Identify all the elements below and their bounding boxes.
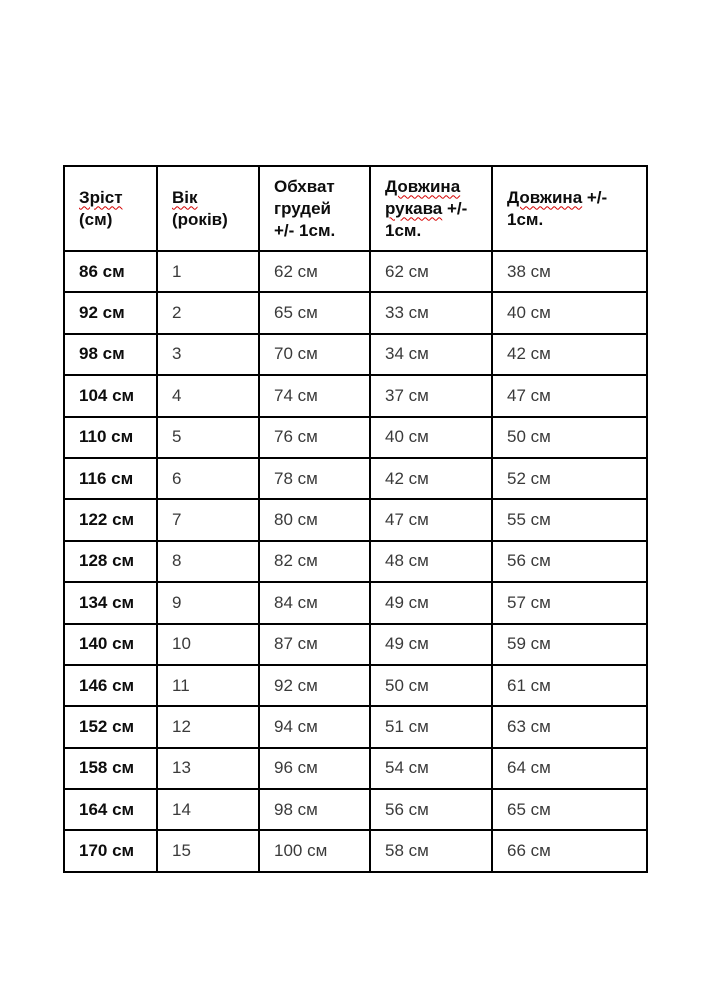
table-row <box>64 417 647 458</box>
cell-sleeve: 54 см <box>370 748 492 789</box>
header-length-tail: +/- <box>582 187 608 207</box>
cell-chest: 74 см <box>259 375 370 416</box>
cell-chest: 92 см <box>259 665 370 706</box>
cell-sleeve: 62 см <box>370 251 492 292</box>
header-chest-line3: +/- 1см. <box>274 220 336 240</box>
cell-age: 7 <box>157 499 259 540</box>
cell-height: 164 см <box>64 789 157 830</box>
table-row <box>64 624 647 665</box>
cell-length: 47 см <box>492 375 647 416</box>
cell-length: 64 см <box>492 748 647 789</box>
cell-sleeve: 51 см <box>370 706 492 747</box>
header-sleeve-word1: Довжина <box>385 176 461 196</box>
cell-sleeve: 49 см <box>370 582 492 623</box>
cell-sleeve: 56 см <box>370 789 492 830</box>
cell-sleeve: 37 см <box>370 375 492 416</box>
cell-sleeve: 50 см <box>370 665 492 706</box>
cell-age: 12 <box>157 706 259 747</box>
cell-sleeve: 34 см <box>370 334 492 375</box>
header-row <box>64 166 647 251</box>
cell-age: 11 <box>157 665 259 706</box>
header-length-word: Довжина <box>507 187 583 207</box>
cell-age: 4 <box>157 375 259 416</box>
header-chest-line1: Обхват <box>274 176 335 196</box>
cell-length: 42 см <box>492 334 647 375</box>
cell-chest: 87 см <box>259 624 370 665</box>
cell-sleeve: 49 см <box>370 624 492 665</box>
cell-sleeve: 40 см <box>370 417 492 458</box>
header-age <box>157 166 259 251</box>
cell-length: 52 см <box>492 458 647 499</box>
header-sleeve-line3: 1см. <box>385 220 422 240</box>
cell-age: 13 <box>157 748 259 789</box>
cell-height: 122 см <box>64 499 157 540</box>
cell-height: 146 см <box>64 665 157 706</box>
cell-sleeve: 33 см <box>370 292 492 333</box>
cell-sleeve: 48 см <box>370 541 492 582</box>
header-chest-line2: грудей <box>274 198 331 218</box>
cell-sleeve: 47 см <box>370 499 492 540</box>
table-row <box>64 665 647 706</box>
cell-sleeve: 58 см <box>370 830 492 871</box>
cell-length: 38 см <box>492 251 647 292</box>
cell-age: 10 <box>157 624 259 665</box>
cell-height: 86 см <box>64 251 157 292</box>
cell-length: 63 см <box>492 706 647 747</box>
cell-length: 40 см <box>492 292 647 333</box>
cell-height: 158 см <box>64 748 157 789</box>
cell-age: 8 <box>157 541 259 582</box>
cell-length: 65 см <box>492 789 647 830</box>
cell-chest: 84 см <box>259 582 370 623</box>
table-body <box>64 251 647 872</box>
cell-height: 98 см <box>64 334 157 375</box>
header-sleeve <box>370 166 492 251</box>
table-row <box>64 334 647 375</box>
cell-age: 14 <box>157 789 259 830</box>
header-height-label: Зріст <box>79 187 123 207</box>
cell-chest: 96 см <box>259 748 370 789</box>
cell-chest: 80 см <box>259 499 370 540</box>
table-row <box>64 789 647 830</box>
table-row <box>64 830 647 871</box>
table-row <box>64 541 647 582</box>
cell-height: 140 см <box>64 624 157 665</box>
cell-chest: 78 см <box>259 458 370 499</box>
cell-length: 66 см <box>492 830 647 871</box>
cell-chest: 76 см <box>259 417 370 458</box>
cell-height: 104 см <box>64 375 157 416</box>
cell-height: 128 см <box>64 541 157 582</box>
table-row <box>64 499 647 540</box>
cell-age: 5 <box>157 417 259 458</box>
header-chest <box>259 166 370 251</box>
cell-height: 152 см <box>64 706 157 747</box>
cell-height: 170 см <box>64 830 157 871</box>
cell-age: 2 <box>157 292 259 333</box>
cell-chest: 70 см <box>259 334 370 375</box>
cell-chest: 94 см <box>259 706 370 747</box>
cell-height: 110 см <box>64 417 157 458</box>
table-row <box>64 375 647 416</box>
cell-chest: 62 см <box>259 251 370 292</box>
cell-chest: 100 см <box>259 830 370 871</box>
cell-age: 1 <box>157 251 259 292</box>
cell-age: 9 <box>157 582 259 623</box>
cell-chest: 98 см <box>259 789 370 830</box>
cell-age: 15 <box>157 830 259 871</box>
header-length-line2: 1см. <box>507 209 544 229</box>
cell-length: 55 см <box>492 499 647 540</box>
header-age-unit: (років) <box>172 209 228 229</box>
cell-height: 92 см <box>64 292 157 333</box>
header-sleeve-word2: рукава <box>385 198 443 218</box>
cell-chest: 82 см <box>259 541 370 582</box>
table-row <box>64 748 647 789</box>
table-row <box>64 292 647 333</box>
table-row <box>64 458 647 499</box>
header-height <box>64 166 157 251</box>
table-row <box>64 582 647 623</box>
table-row <box>64 706 647 747</box>
header-height-unit: (см) <box>79 209 113 229</box>
size-chart-table <box>63 165 648 873</box>
cell-length: 61 см <box>492 665 647 706</box>
cell-length: 56 см <box>492 541 647 582</box>
cell-length: 50 см <box>492 417 647 458</box>
cell-height: 116 см <box>64 458 157 499</box>
header-length <box>492 166 647 251</box>
table-row <box>64 251 647 292</box>
cell-age: 6 <box>157 458 259 499</box>
cell-length: 57 см <box>492 582 647 623</box>
cell-chest: 65 см <box>259 292 370 333</box>
header-sleeve-tail: +/- <box>442 198 468 218</box>
cell-sleeve: 42 см <box>370 458 492 499</box>
cell-age: 3 <box>157 334 259 375</box>
cell-height: 134 см <box>64 582 157 623</box>
cell-length: 59 см <box>492 624 647 665</box>
header-age-label: Вік <box>172 187 198 207</box>
